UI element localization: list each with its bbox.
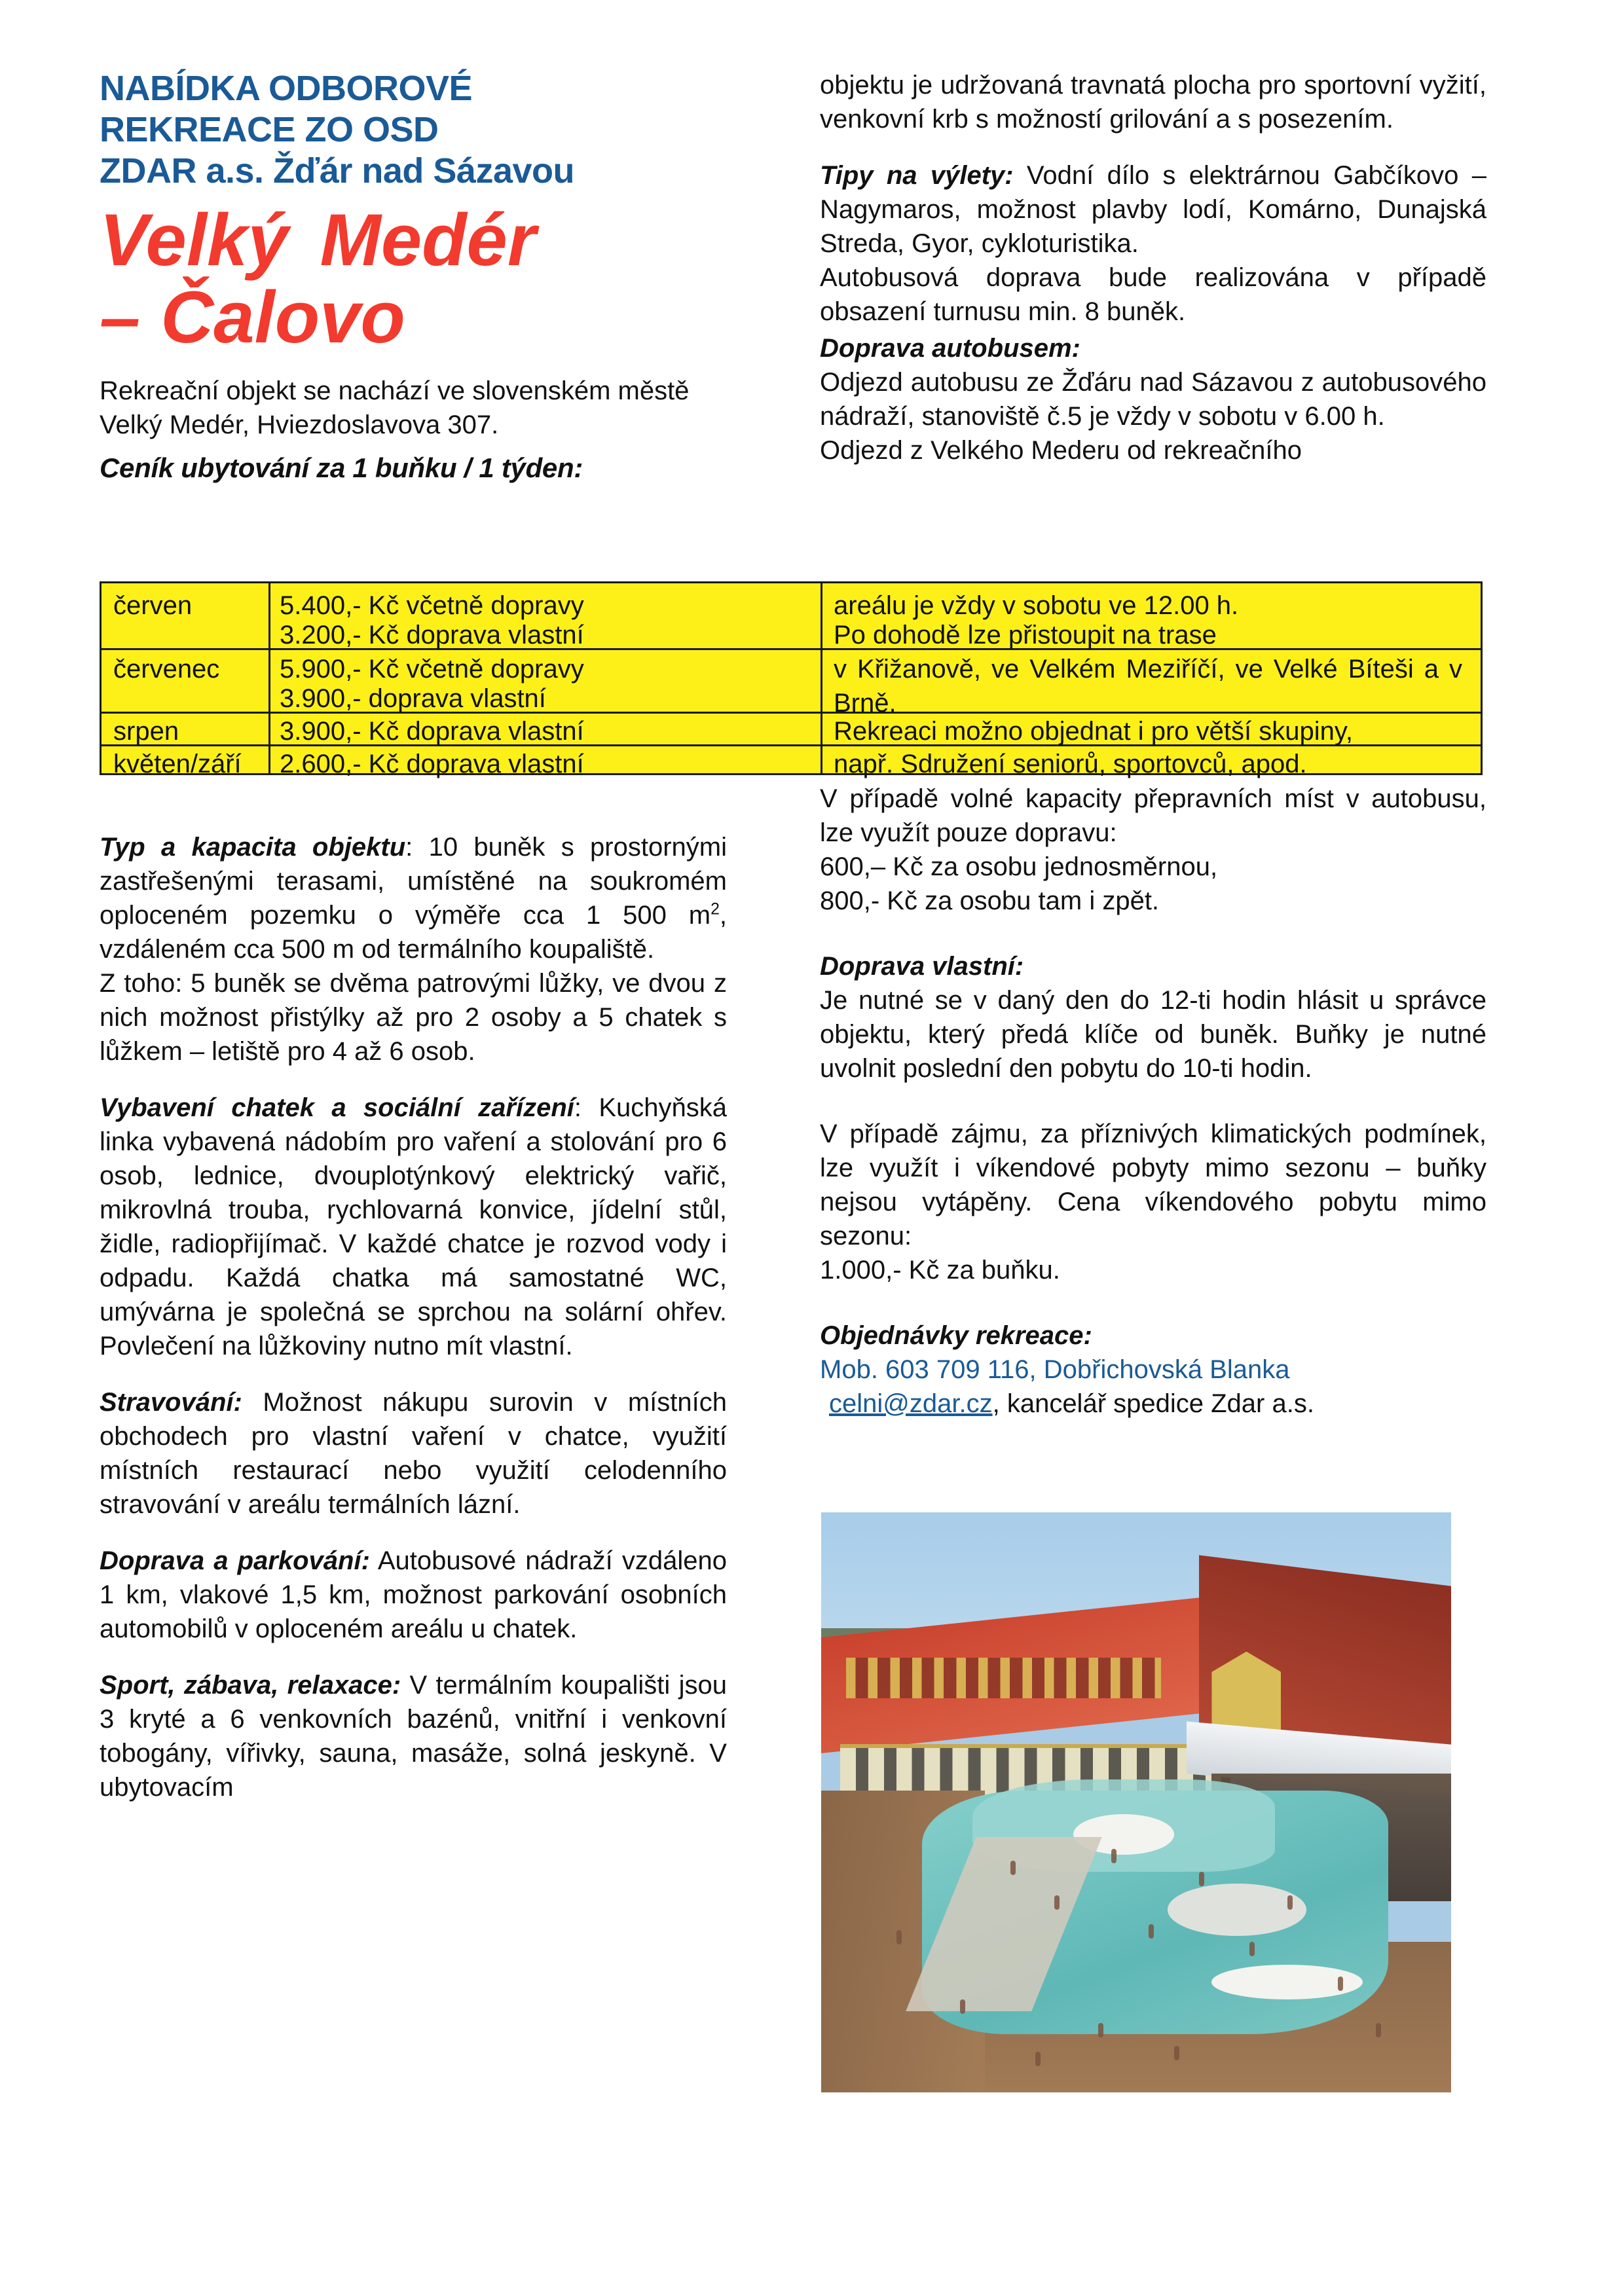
destination-subtitle: – Čalovo xyxy=(100,276,405,359)
table-cell-period-1: červenec xyxy=(113,655,220,683)
table-cell-price-b-1: 3.900,- doprava vlastní xyxy=(280,684,546,713)
table-cell-period-0: červen xyxy=(113,591,193,620)
highlight-text-row-1: areálu je vždy v sobotu ve 12.00 h. xyxy=(834,591,1239,620)
contact-phone: Mob. 603 709 116, Dobřichovská Blanka xyxy=(820,1355,1290,1384)
vybaveni-body: : Kuchyňská linka vybavená nádobím pro vaření a stolování pro 6 osob, lednice, dvouplotýnkový elektrický vařič, mikrovlná trouba, rychlovarná konvice, jídelní stůl, židle, radiopřijímač. V každé chatce je rozvod vody i odpadu. Každá chatka má samostatné WC, umývárna je společná se sprchou na solární ohřev. Povlečení na lůžkoviny nutno mít vlastní. xyxy=(100,1093,727,1360)
table-cell-price-a-0: 5.400,- Kč včetně dopravy xyxy=(280,591,584,620)
photo-dormer-windows xyxy=(846,1658,1161,1698)
thermal-spa-photo xyxy=(821,1512,1451,2092)
destination-title-word-2: Medér xyxy=(320,198,536,281)
doprava-vlastni-body: Je nutné se v daný den do 12-ti hodin hlásit u správce objektu, který předá klíče od buněk. Buňky je nutné uvolnit poslední den pobytu do 10-ti hodin. xyxy=(820,986,1486,1083)
table-cell-price-a-1: 5.900,- Kč včetně dopravy xyxy=(280,655,584,683)
right-column-upper xyxy=(820,68,1486,467)
fare-return: 800,- Kč za osobu tam i zpět. xyxy=(820,886,1160,915)
stravovani-lead: Stravování: xyxy=(100,1388,242,1417)
highlight-text-row-4: Rekreaci možno objednat i pro větší skupiny, xyxy=(834,717,1353,746)
continuation-paragraph: objektu je udržovaná travnatá plocha pro sportovní vyžití, venkovní krb s možností grilování a s posezením. xyxy=(820,71,1486,134)
kapacita-paragraph: V případě volné kapacity přepravních míst v autobusu, lze využít pouze dopravu: xyxy=(820,784,1486,847)
table-cell-price-a-3: 2.600,- Kč doprava vlastní xyxy=(280,750,584,778)
table-cell-price-a-2: 3.900,- Kč doprava vlastní xyxy=(280,717,584,746)
stravovani-body: Možnost nákupu surovin v místních obchodech pro vlastní vaření v chatce, využití místních restaurací nebo využití celodenního stravování v areálu termálních lázní. xyxy=(100,1388,727,1519)
typ-kapacita-body: : 10 buněk s prostornými zastřešenými terasami, umístěné na soukromém oploceném pozemku o výměře cca 1 500 m xyxy=(100,833,727,930)
contact-email-link[interactable]: celni@zdar.cz xyxy=(829,1389,993,1418)
highlight-text-row-5: např. Sdružení seniorů, sportovců, apod. xyxy=(834,750,1307,778)
objednavky-lead: Objednávky rekreace: xyxy=(820,1321,1092,1350)
typ-kapacita-body-cont: , vzdáleném cca 500 m od termálního koupaliště. xyxy=(100,901,727,964)
destination-title-word-1: Velký xyxy=(100,198,289,281)
table-cell-price-b-0: 3.200,- Kč doprava vlastní xyxy=(280,621,584,649)
highlight-text-row-3: v Křižanově, ve Velkém Meziříčí, ve Velké Bíteši a v Brně. xyxy=(834,655,1462,718)
doprava-parkovani-paragraph xyxy=(100,1544,727,1646)
fare-one-way: 600,– Kč za osobu jednosměrnou, xyxy=(820,852,1218,881)
doprava-parkovani-lead: Doprava a parkování: xyxy=(100,1546,370,1575)
organisation-heading xyxy=(100,68,727,192)
sport-body: V termálním koupališti jsou 3 kryté a 6 venkovních bazénů, vnitřní i venkovní tobogány, vířivky, sauna, masáže, solná jeskyně. V ubytovacím xyxy=(100,1671,727,1802)
doprava-vlastni-lead: Doprava vlastní: xyxy=(820,952,1024,981)
tipy-na-vylety-lead: Tipy na výlety: xyxy=(820,161,1014,190)
vybaveni-paragraph xyxy=(100,1091,727,1363)
doprava-parkovani-body: Autobusové nádraží vzdáleno 1 km, vlakové 1,5 km, možnost parkování osobních automobilů v oploceném areálu u chatek. xyxy=(100,1546,727,1643)
table-cell-period-3: květen/září xyxy=(113,750,242,778)
doprava-autobusem-body-2: Odjezd z Velkého Mederu od rekreačního xyxy=(820,436,1302,465)
left-column xyxy=(100,68,727,484)
typ-kapacita-sup: 2 xyxy=(710,900,720,919)
sport-lead: Sport, zábava, relaxace: xyxy=(100,1671,401,1700)
price-list-title: Ceník ubytování za 1 buňku / 1 týden: xyxy=(100,452,583,483)
stravovani-paragraph xyxy=(100,1385,727,1522)
heading-line-3: ZDAR a.s. Žďár nad Sázavou xyxy=(100,151,574,191)
typ-kapacita-paragraph-2: Z toho: 5 buněk se dvěma patrovými lůžky, ve dvou z nich možnost přistýlky až pro 2 osoby a 5 chatek s lůžkem – letiště pro 4 až 6 osob. xyxy=(100,969,727,1066)
table-cell-period-2: srpen xyxy=(113,717,179,746)
intro-paragraph: Rekreační objekt se nachází ve slovenském městě Velký Medér, Hviezdoslavova 307. xyxy=(100,376,690,439)
contact-office: , kancelář spedice Zdar a.s. xyxy=(992,1389,1314,1418)
vikendove-pobyty-paragraph: V případě zájmu, za příznivých klimatických podmínek, lze využít i víkendové pobyty mimo sezonu – buňky nejsou vytápěny. Cena víkendového pobytu mimo sezonu: xyxy=(820,1120,1486,1250)
doprava-autobusem-lead: Doprava autobusem: xyxy=(820,334,1080,363)
tipy-na-vylety-paragraph xyxy=(820,158,1486,261)
table-column-divider xyxy=(268,583,270,773)
photo-pool-island-2 xyxy=(1168,1884,1306,1936)
vikendove-pobyty-price: 1.000,- Kč za buňku. xyxy=(820,1256,1060,1285)
sport-paragraph xyxy=(100,1668,727,1804)
highlight-text-row-2: Po dohodě lze přistoupit na trase xyxy=(834,621,1217,649)
vybaveni-lead: Vybavení chatek a sociální zařízení xyxy=(100,1093,574,1122)
heading-line-2: REKREACE ZO OSD xyxy=(100,110,439,150)
price-table-highlight-band xyxy=(100,581,1483,778)
tipy-na-vylety-body: Vodní dílo s elektrárnou Gabčíkovo – Nagymaros, možnost plavby lodí, Komárno, Dunajská Streda, Gyor, cykloturistika. xyxy=(820,161,1486,258)
right-column-lower xyxy=(820,782,1486,1421)
left-column-lower xyxy=(100,830,727,1804)
table-gutter-divider xyxy=(821,583,822,773)
autobus-note: Autobusová doprava bude realizována v případě obsazení turnusu min. 8 buněk. xyxy=(820,263,1486,326)
heading-line-1: NABÍDKA ODBOROVÉ xyxy=(100,69,473,108)
destination-title xyxy=(100,198,727,359)
typ-kapacita-lead: Typ a kapacita objektu xyxy=(100,833,406,862)
doprava-autobusem-body-1: Odjezd autobusu ze Žďáru nad Sázavou z autobusového nádraží, stanoviště č.5 je vždy v sobotu v 6.00 h. xyxy=(820,368,1486,431)
contact-line xyxy=(820,1387,1486,1421)
typ-kapacita-paragraph xyxy=(100,830,727,966)
